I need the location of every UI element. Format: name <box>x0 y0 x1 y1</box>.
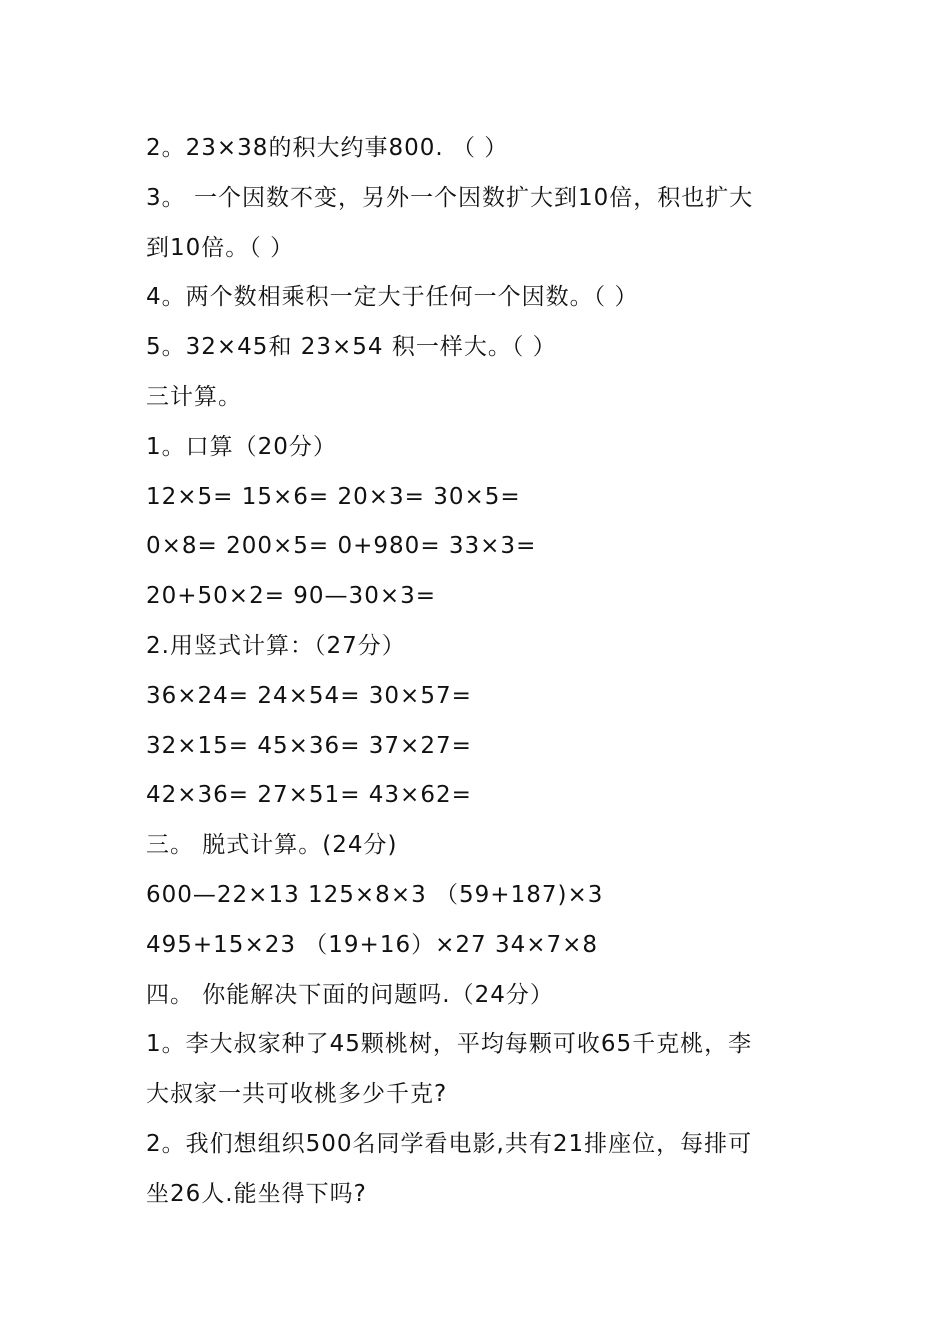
oral-calculation-row-1: 12×5= 15×6= 20×3= 30×5= <box>146 483 521 510</box>
document-body <box>146 124 806 1220</box>
vertical-calculation-row-1: 36×24= 24×54= 30×57= <box>146 682 472 709</box>
word-problem-2-line-1: 2。我们想组织500名同学看电影,共有21排座位，每排可 <box>146 1130 753 1157</box>
question-3-line-1: 3。 一个因数不变，另外一个因数扩大到10倍，积也扩大 <box>146 184 754 211</box>
word-problem-2-line-2: 坐26人.能坐得下吗? <box>146 1180 367 1207</box>
vertical-calculation-row-3: 42×36= 27×51= 43×62= <box>146 782 472 809</box>
oral-calculation-row-2: 0×8= 200×5= 0+980= 33×3= <box>146 533 537 560</box>
step-calculation-heading: 三。 脱式计算。(24分) <box>146 832 398 859</box>
word-problem-1-line-1: 1。李大叔家种了45颗桃树，平均每颗可收65千克桃，李 <box>146 1031 753 1058</box>
oral-calculation-heading: 1。口算（20分） <box>146 433 337 460</box>
step-calculation-row-2: 495+15×23 （19+16）×27 34×7×8 <box>146 931 599 958</box>
step-calculation-row-1: 600—22×13 125×8×3 （59+187)×3 <box>146 881 604 908</box>
word-problems-heading: 四。 你能解决下面的问题吗.（24分） <box>146 981 554 1008</box>
question-3-line-2: 到10倍。（ ） <box>146 234 295 261</box>
question-4-line: 4。两个数相乘积一定大于任何一个因数。（ ） <box>146 284 639 311</box>
vertical-calculation-heading: 2.用竖式计算：（27分） <box>146 632 406 659</box>
vertical-calculation-row-2: 32×15= 45×36= 37×27= <box>146 732 472 759</box>
word-problem-1-line-2: 大叔家一共可收桃多少千克? <box>146 1081 448 1108</box>
section-calculation-heading: 三计算。 <box>146 383 242 410</box>
oral-calculation-row-3: 20+50×2= 90—30×3= <box>146 583 437 610</box>
question-2-line: 2。23×38的积大约事800. （ ） <box>146 135 509 161</box>
question-5-line: 5。32×45和 23×54 积一样大。（ ） <box>146 334 557 361</box>
